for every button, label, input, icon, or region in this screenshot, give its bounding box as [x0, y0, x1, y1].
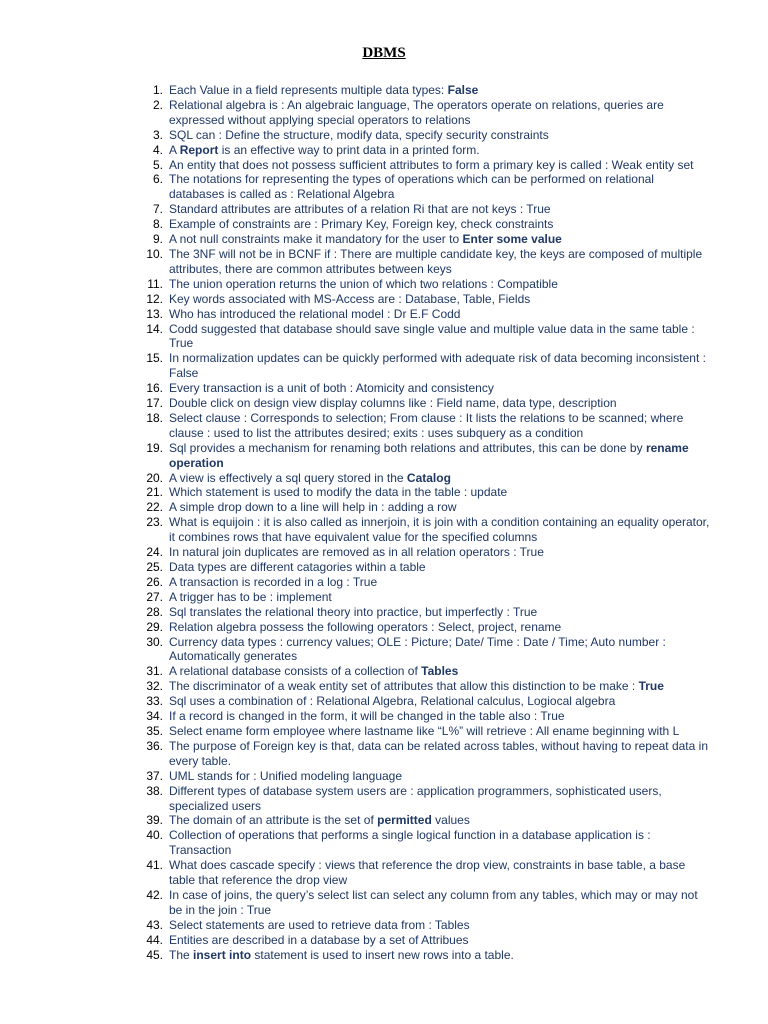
list-item	[137, 575, 712, 590]
text-segment: Collection of operations that performs a single logical function in a database application is : Transaction	[169, 828, 651, 858]
item-text	[163, 948, 712, 963]
item-number: 24.	[146, 545, 163, 560]
item-text	[163, 590, 712, 605]
text-segment: SQL can : Define the structure, modify data, specify security constraints	[169, 127, 549, 142]
text-segment: Sql provides a mechanism for renaming both relations and attributes, this can be done by	[169, 440, 646, 455]
text-segment: A	[169, 142, 180, 157]
text-segment: Different types of database system users are : application programmers, sophisticated users, specialized users	[169, 783, 662, 813]
item-number: 23.	[146, 515, 163, 530]
item-number: 3.	[152, 127, 163, 142]
item-text	[163, 664, 712, 679]
list-item	[137, 933, 712, 948]
item-text	[163, 739, 712, 769]
item-text	[163, 545, 712, 560]
text-segment: The purpose of Foreign key is that, data can be related across tables, without having to repeat data in every table.	[169, 738, 708, 768]
item-number: 5.	[152, 157, 163, 172]
list-item	[137, 292, 712, 307]
list-item	[137, 679, 712, 694]
text-segment: Every transaction is a unit of both : Atomicity and consistency	[169, 381, 494, 396]
list-item	[137, 128, 712, 143]
item-number: 20.	[146, 470, 163, 485]
item-number: 12.	[146, 291, 163, 306]
item-text	[163, 515, 712, 545]
text-segment: In natural join duplicates are removed as in all relation operators : True	[169, 545, 544, 560]
text-segment: A simple drop down to a line will help in : adding a row	[169, 500, 457, 515]
item-text	[163, 575, 712, 590]
item-number: 15.	[146, 351, 163, 366]
item-number: 2.	[152, 97, 163, 112]
item-number: 29.	[146, 619, 163, 634]
item-text	[163, 828, 712, 858]
item-text	[163, 217, 712, 232]
item-number: 36.	[146, 738, 163, 753]
list-item	[137, 635, 712, 665]
text-segment: is an effective way to print data in a printed form.	[218, 142, 480, 157]
text-segment: Entities are described in a database by a set of Attribues	[169, 932, 469, 947]
item-number: 40.	[146, 828, 163, 843]
item-number: 32.	[146, 679, 163, 694]
item-number: 21.	[146, 485, 163, 500]
list-item	[137, 351, 712, 381]
item-number: 37.	[146, 768, 163, 783]
item-text	[163, 933, 712, 948]
list-item	[137, 83, 712, 98]
item-text	[163, 232, 712, 247]
item-number: 42.	[146, 887, 163, 902]
list-item	[137, 813, 712, 828]
item-number: 10.	[146, 246, 163, 261]
list-item	[137, 441, 712, 471]
item-number: 16.	[146, 381, 163, 396]
list-item	[137, 277, 712, 292]
list-item	[137, 739, 712, 769]
bold-answer: False	[447, 83, 479, 97]
list-item	[137, 784, 712, 814]
list-item	[137, 605, 712, 620]
bold-answer: Catalog	[406, 470, 451, 485]
text-segment: Codd suggested that database should save single value and multiple value data in the same table : True	[169, 321, 695, 351]
item-text	[163, 172, 712, 202]
list-item	[137, 500, 712, 515]
item-text	[163, 813, 712, 828]
item-text	[163, 769, 712, 784]
list-item	[137, 545, 712, 560]
item-text	[163, 471, 712, 486]
text-segment: Relational algebra is : An algebraic language, The operators operate on relations, queries are expressed without applying special operators to relations	[169, 97, 664, 127]
text-segment: The domain of an attribute is the set of	[169, 813, 378, 828]
bold-answer: Enter some value	[462, 232, 562, 247]
bold-answer: True	[638, 679, 664, 694]
item-number: 26.	[146, 574, 163, 589]
item-text	[163, 635, 712, 665]
item-number: 43.	[146, 917, 163, 932]
list-item	[137, 769, 712, 784]
item-text	[163, 277, 712, 292]
item-text	[163, 351, 712, 381]
list-item	[137, 98, 712, 128]
item-text	[163, 247, 712, 277]
item-number: 35.	[146, 723, 163, 738]
text-segment: In case of joins, the query’s select list can select any column from any tables, which may or may not be in the join : True	[169, 887, 698, 917]
text-segment: In normalization updates can be quickly performed with adequate risk of data becoming inconsistent : False	[169, 351, 706, 381]
text-segment: Each Value in a field represents multiple data types:	[169, 83, 448, 97]
item-text	[163, 724, 712, 739]
list-item	[137, 232, 712, 247]
item-number: 14.	[146, 321, 163, 336]
item-number: 31.	[146, 664, 163, 679]
item-number: 4.	[152, 142, 163, 157]
list-item	[137, 158, 712, 173]
text-segment: The	[169, 947, 194, 962]
item-number: 11.	[147, 276, 163, 291]
item-text	[163, 202, 712, 217]
text-segment: A view is effectively a sql query stored in the	[169, 470, 407, 485]
text-segment: Currency data types : currency values; OLE : Picture; Date/ Time : Date / Time; Auto number : Automatically generates	[169, 634, 666, 664]
question-list	[137, 83, 712, 962]
item-text	[163, 158, 712, 173]
item-text	[163, 620, 712, 635]
text-segment: values	[431, 813, 470, 828]
item-text	[163, 888, 712, 918]
item-text	[163, 500, 712, 515]
list-item	[137, 828, 712, 858]
item-text	[163, 381, 712, 396]
list-item	[137, 888, 712, 918]
text-segment: What does cascade specify : views that reference the drop view, constraints in base table, a base table that reference the drop view	[169, 858, 686, 888]
text-segment: A not null constraints make it mandatory for the user to	[169, 232, 463, 247]
list-item	[137, 143, 712, 158]
item-number: 30.	[146, 634, 163, 649]
text-segment: UML stands for : Unified modeling language	[169, 768, 403, 783]
item-text	[163, 83, 712, 98]
text-segment: Data types are different catagories within a table	[169, 560, 426, 574]
item-number: 33.	[146, 694, 163, 709]
list-item	[137, 948, 712, 963]
text-segment: Sql uses a combination of : Relational Algebra, Relational calculus, Logiocal algebra	[169, 694, 616, 709]
text-segment: The 3NF will not be in BCNF if : There are multiple candidate key, the keys are composed of multiple attributes, there are common attributes between keys	[169, 246, 703, 276]
item-text	[163, 411, 712, 441]
list-item	[137, 396, 712, 411]
list-item	[137, 515, 712, 545]
page-title: DBMS	[362, 45, 406, 61]
bold-answer: rename operation	[169, 440, 689, 470]
item-text	[163, 784, 712, 814]
list-item	[137, 411, 712, 441]
list-item	[137, 724, 712, 739]
item-number: 44.	[146, 932, 163, 947]
text-segment: A trigger has to be : implement	[169, 589, 332, 604]
item-number: 18.	[146, 410, 163, 425]
list-item	[137, 485, 712, 500]
item-text	[163, 918, 712, 933]
item-text	[163, 292, 712, 307]
list-item	[137, 858, 712, 888]
item-text	[163, 396, 712, 411]
text-segment: Select ename form employee where lastname like “L%” will retrieve : All ename beginning with L	[169, 723, 680, 738]
text-segment: Key words associated with MS-Access are : Database, Table, Fields	[169, 291, 531, 306]
list-item	[137, 709, 712, 724]
item-number: 7.	[152, 202, 163, 217]
item-text	[163, 322, 712, 352]
item-text	[163, 128, 712, 143]
text-segment: A relational database consists of a collection of	[169, 664, 422, 679]
list-item	[137, 322, 712, 352]
item-text	[163, 307, 712, 322]
item-text	[163, 858, 712, 888]
item-number: 45.	[146, 947, 163, 962]
item-text	[163, 709, 712, 724]
list-item	[137, 590, 712, 605]
item-number: 9.	[152, 232, 163, 247]
text-segment: Standard attributes are attributes of a relation Ri that are not keys : True	[169, 202, 551, 217]
item-text	[163, 694, 712, 709]
text-segment: The union operation returns the union of which two relations : Compatible	[169, 276, 558, 291]
text-segment: Relation algebra possess the following operators : Select, project, rename	[169, 619, 562, 634]
item-text	[163, 560, 712, 575]
item-number: 39.	[146, 813, 163, 828]
item-text	[163, 605, 712, 620]
item-number: 41.	[146, 858, 163, 873]
text-segment: Select clause : Corresponds to selection; From clause : It lists the relations to be scanned; where clause : used to list the attributes desired; exits : uses subquery as a condition	[169, 410, 684, 440]
item-number: 13.	[146, 306, 163, 321]
item-number: 1.	[152, 83, 163, 97]
text-segment: An entity that does not possess sufficient attributes to form a primary key is called : Weak entity set	[169, 157, 694, 172]
list-item	[137, 381, 712, 396]
text-segment: Example of constraints are : Primary Key, Foreign key, check constraints	[169, 217, 554, 232]
text-segment: Who has introduced the relational model : Dr E.F Codd	[169, 306, 461, 321]
text-segment: Select statements are used to retrieve data from : Tables	[169, 917, 470, 932]
item-number: 8.	[152, 217, 163, 232]
item-text	[163, 98, 712, 128]
item-number: 6.	[152, 172, 163, 187]
list-item	[137, 247, 712, 277]
item-text	[163, 441, 712, 471]
item-number: 25.	[146, 560, 163, 574]
list-item	[137, 560, 712, 575]
text-segment: Sql translates the relational theory into practice, but imperfectly : True	[169, 604, 538, 619]
item-number: 38.	[146, 783, 163, 798]
bold-answer: insert into	[193, 947, 252, 962]
bold-answer: permitted	[377, 813, 432, 828]
list-item	[137, 664, 712, 679]
text-segment: Double click on design view display columns like : Field name, data type, description	[169, 396, 617, 411]
list-item	[137, 620, 712, 635]
item-text	[163, 143, 712, 158]
item-number: 17.	[146, 396, 163, 411]
item-text	[163, 485, 712, 500]
item-number: 28.	[146, 604, 163, 619]
list-item	[137, 202, 712, 217]
item-number: 27.	[146, 589, 163, 604]
list-item	[137, 471, 712, 486]
list-item	[137, 172, 712, 202]
item-number: 34.	[146, 709, 163, 724]
list-item	[137, 918, 712, 933]
list-item	[137, 217, 712, 232]
text-segment: What is equijoin : it is also called as innerjoin, it is join with a condition containing an equality operator, it combines rows that have equivalent value for the specified columns	[169, 515, 710, 545]
list-item	[137, 694, 712, 709]
text-segment: The discriminator of a weak entity set of attributes that allow this distinction to be make :	[169, 679, 639, 694]
bold-answer: Tables	[421, 664, 459, 679]
text-segment: Which statement is used to modify the data in the table : update	[169, 485, 508, 500]
bold-answer: Report	[179, 142, 219, 157]
text-segment: statement is used to insert new rows into a table.	[251, 947, 514, 962]
item-text	[163, 679, 712, 694]
item-number: 22.	[146, 500, 163, 515]
text-segment: The notations for representing the types of operations which can be performed on relational databases is called as : Relational Algebra	[169, 172, 654, 202]
list-item	[137, 307, 712, 322]
item-number: 19.	[146, 440, 163, 455]
text-segment: A transaction is recorded in a log : True	[169, 574, 378, 589]
text-segment: If a record is changed in the form, it will be changed in the table also : True	[169, 709, 565, 724]
